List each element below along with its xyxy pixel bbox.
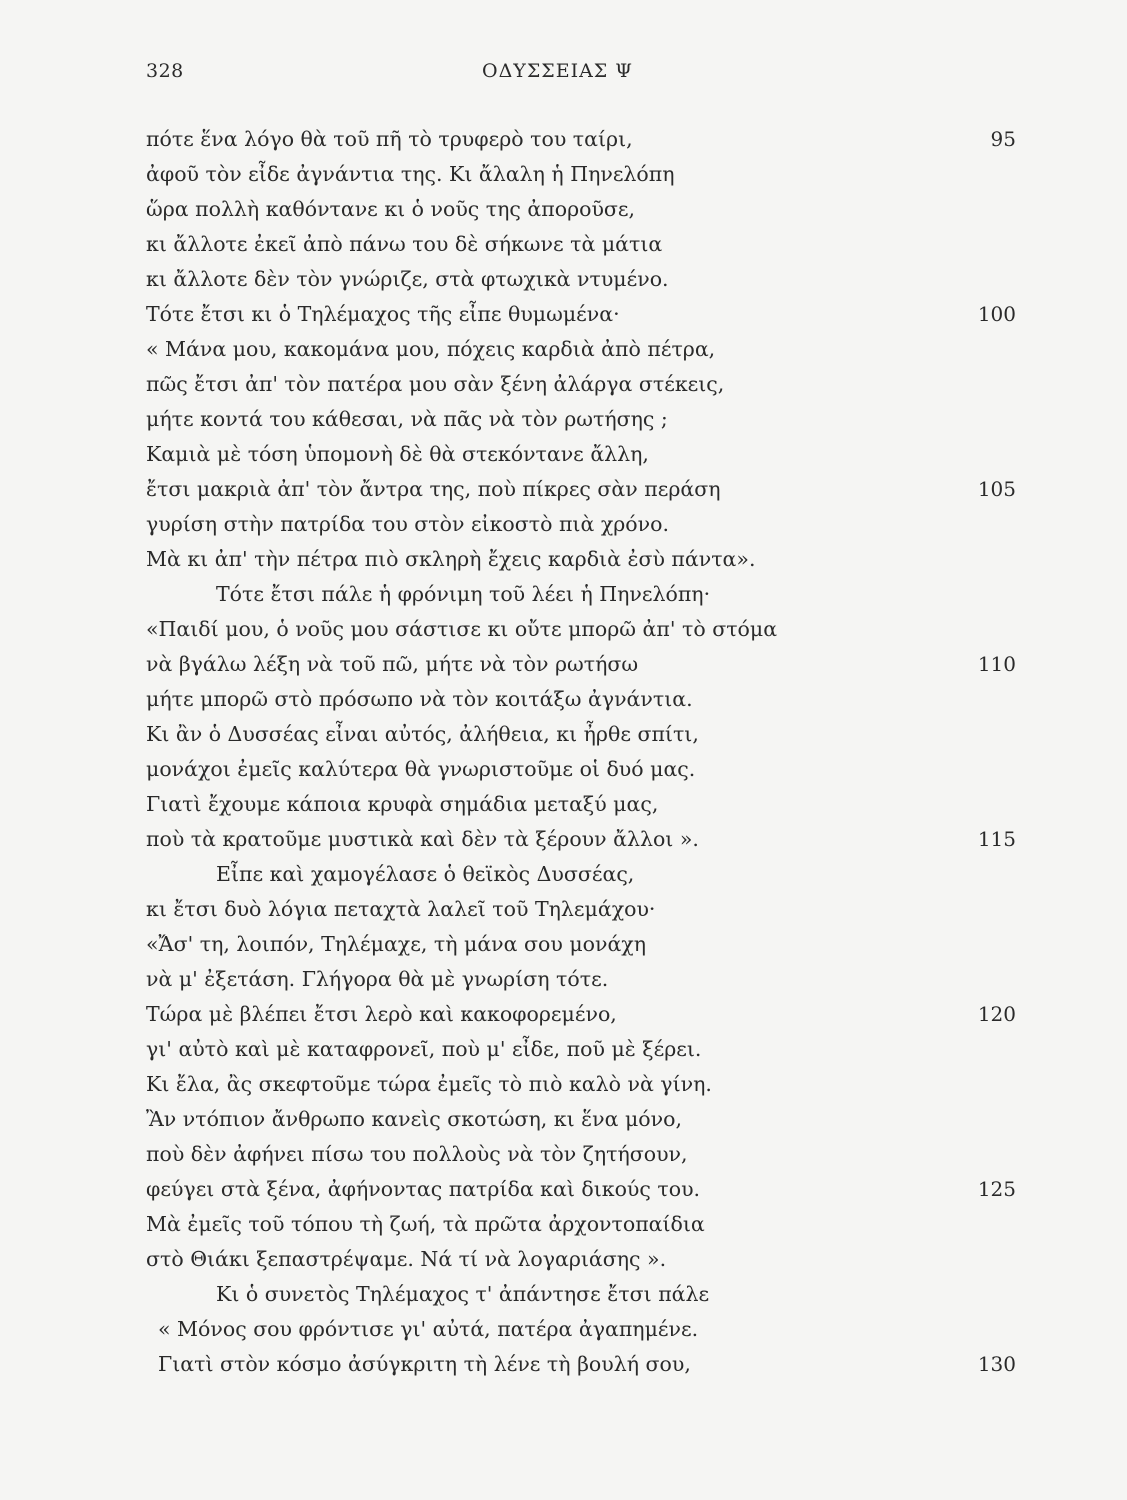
- verse-line: [146, 717, 1016, 752]
- verse-line: [146, 612, 1016, 647]
- verse-text: ποὺ τὰ κρατοῦμε μυστικὰ καὶ δὲν τὰ ξέρουν ἄλλοι ».: [146, 827, 699, 851]
- verse-text: Κι ἔλα, ἂς σκεφτοῦμε τώρα ἐμεῖς τὸ πιὸ καλὸ νὰ γίνη.: [146, 1072, 712, 1096]
- verse-text: νὰ βγάλω λέξη νὰ τοῦ πῶ, μήτε νὰ τὸν ρωτήσω: [146, 652, 639, 676]
- line-number: 120: [977, 1002, 1016, 1026]
- verse-text: Καμιὰ μὲ τόση ὑπομονὴ δὲ θὰ στεκόντανε ἄλλη,: [146, 442, 649, 466]
- verse-text: Μὰ ἐμεῖς τοῦ τόπου τὴ ζωή, τὰ πρῶτα ἀρχοντοπαίδια: [146, 1212, 705, 1236]
- verse-text: γι' αὐτὸ καὶ μὲ καταφρονεῖ, ποὺ μ' εἶδε, ποῦ μὲ ξέρει.: [146, 1037, 702, 1061]
- verse-line: [146, 332, 1016, 367]
- verse-text: Τότε ἔτσι κι ὁ Τηλέμαχος τῆς εἶπε θυμωμένα·: [146, 302, 620, 326]
- verse-text: γυρίση στὴν πατρίδα του στὸν εἰκοστὸ πιὰ χρόνο.: [146, 512, 669, 536]
- verse-line: [146, 472, 1016, 507]
- verse-line: [146, 507, 1016, 542]
- verse-line: [146, 962, 1016, 997]
- line-number: 100: [977, 302, 1016, 326]
- verse-line: [146, 437, 1016, 472]
- verse-line: [146, 787, 1016, 822]
- verse-line: [146, 1172, 1016, 1207]
- verse-text: Εἶπε καὶ χαμογέλασε ὁ θεϊκὸς Δυσσέας,: [216, 862, 635, 886]
- verse-line: [146, 1207, 1016, 1242]
- verse-text: Τότε ἔτσι πάλε ἡ φρόνιμη τοῦ λέει ἡ Πηνελόπη·: [216, 582, 711, 606]
- verse-text: Κι ὁ συνετὸς Τηλέμαχος τ' ἀπάντησε ἔτσι πάλε: [216, 1282, 710, 1306]
- verse-text: Γιατὶ ἔχουμε κάποια κρυφὰ σημάδια μεταξύ μας,: [146, 792, 659, 816]
- verse-line: [146, 227, 1016, 262]
- verse-text: νὰ μ' ἐξετάση. Γλήγορα θὰ μὲ γνωρίση τότε.: [146, 967, 609, 991]
- verse-text: κι ἄλλοτε ἐκεῖ ἀπὸ πάνω του δὲ σήκωνε τὰ μάτια: [146, 232, 663, 256]
- verse-line: [146, 892, 1016, 927]
- verse-line: [146, 1067, 1016, 1102]
- verse-line: [146, 1347, 1016, 1382]
- verse-text: ἀφοῦ τὸν εἶδε ἀγνάντια της. Κι ἄλαλη ἡ Πηνελόπη: [146, 162, 675, 186]
- verse-line: [146, 1277, 1016, 1312]
- verse-line: [146, 262, 1016, 297]
- verse-line: [146, 997, 1016, 1032]
- line-number: 95: [990, 127, 1016, 151]
- verse-text: φεύγει στὰ ξένα, ἀφήνοντας πατρίδα καὶ δικούς του.: [146, 1177, 701, 1201]
- verse-text: «Παιδί μου, ὁ νοῦς μου σάστισε κι οὔτε μπορῶ ἀπ' τὸ στόμα: [146, 617, 778, 641]
- verse-line: [146, 577, 1016, 612]
- verse-text: πῶς ἔτσι ἀπ' τὸν πατέρα μου σὰν ξένη ἀλάργα στέκεις,: [146, 372, 725, 396]
- line-number: 125: [977, 1177, 1016, 1201]
- verse-line: [146, 1102, 1016, 1137]
- verse-text: ποὺ δὲν ἀφήνει πίσω του πολλοὺς νὰ τὸν ζητήσουν,: [146, 1142, 688, 1166]
- verse-line: [146, 682, 1016, 717]
- verse-text: Μὰ κι ἀπ' τὴν πέτρα πιὸ σκληρὴ ἔχεις καρδιὰ ἐσὺ πάντα».: [146, 547, 756, 571]
- verse-text: μονάχοι ἐμεῖς καλύτερα θὰ γνωριστοῦμε οἱ δυό μας.: [146, 757, 696, 781]
- verse-text: κι ἄλλοτε δὲν τὸν γνώριζε, στὰ φτωχικὰ ντυμένο.: [146, 267, 669, 291]
- line-number: 105: [977, 477, 1016, 501]
- verse-text: μήτε μπορῶ στὸ πρόσωπο νὰ τὸν κοιτάξω ἀγνάντια.: [146, 687, 693, 711]
- verse-line: [146, 1032, 1016, 1067]
- verse-text: Γιατὶ στὸν κόσμο ἀσύγκριτη τὴ λένε τὴ βουλή σου,: [158, 1352, 691, 1376]
- verse-line: [146, 1137, 1016, 1172]
- verse-text: « Μάνα μου, κακομάνα μου, πόχεις καρδιὰ ἀπὸ πέτρα,: [146, 337, 716, 361]
- verse-line: [146, 192, 1016, 227]
- verse-text: Κι ἂν ὁ Δυσσέας εἶναι αὐτός, ἀλήθεια, κι ἦρθε σπίτι,: [146, 722, 699, 746]
- verse-text: ἔτσι μακριὰ ἀπ' τὸν ἄντρα της, ποὺ πίκρες σὰν περάση: [146, 477, 721, 501]
- verse-line: [146, 1312, 1016, 1347]
- verse-text: Τώρα μὲ βλέπει ἔτσι λερὸ καὶ κακοφορεμένο,: [146, 1002, 617, 1026]
- verse-text: μήτε κοντά του κάθεσαι, νὰ πᾶς νὰ τὸν ρωτήσης ;: [146, 407, 668, 431]
- verse-text: Ἂν ντόπιον ἄνθρωπο κανεὶς σκοτώση, κι ἕνα μόνο,: [146, 1107, 682, 1131]
- verse-line: [146, 157, 1016, 192]
- verse-text: « Μόνος σου φρόντισε γι' αὐτά, πατέρα ἀγαπημένε.: [158, 1317, 699, 1341]
- verse-line: [146, 367, 1016, 402]
- line-number: 115: [977, 827, 1016, 851]
- verse-line: [146, 857, 1016, 892]
- verse-line: [146, 752, 1016, 787]
- running-head: ΟΔΥΣΣΕΙΑΣ Ψ: [482, 60, 633, 82]
- verse-text: ὥρα πολλὴ καθόντανε κι ὁ νοῦς της ἀποροῦσε,: [146, 197, 636, 221]
- verse-line: [146, 402, 1016, 437]
- verse-line: [146, 647, 1016, 682]
- verse-line: [146, 542, 1016, 577]
- verse-line: [146, 1242, 1016, 1277]
- verse-text: «Ἄσ' τη, λοιπόν, Τηλέμαχε, τὴ μάνα σου μονάχη: [146, 932, 646, 956]
- verse-line: [146, 927, 1016, 962]
- page-number: 328: [146, 60, 184, 82]
- verse-text: κι ἔτσι δυὸ λόγια πεταχτὰ λαλεῖ τοῦ Τηλεμάχου·: [146, 897, 656, 921]
- verse-line: [146, 122, 1016, 157]
- verse-line: [146, 822, 1016, 857]
- verse-text: στὸ Θιάκι ξεπαστρέψαμε. Νά τί νὰ λογαριάσης ».: [146, 1247, 667, 1271]
- verse-text: πότε ἕνα λόγο θὰ τοῦ πῆ τὸ τρυφερὸ του ταίρι,: [146, 127, 633, 151]
- line-number: 130: [977, 1352, 1016, 1376]
- verse-block: [146, 122, 1016, 1382]
- line-number: 110: [977, 652, 1016, 676]
- verse-line: [146, 297, 1016, 332]
